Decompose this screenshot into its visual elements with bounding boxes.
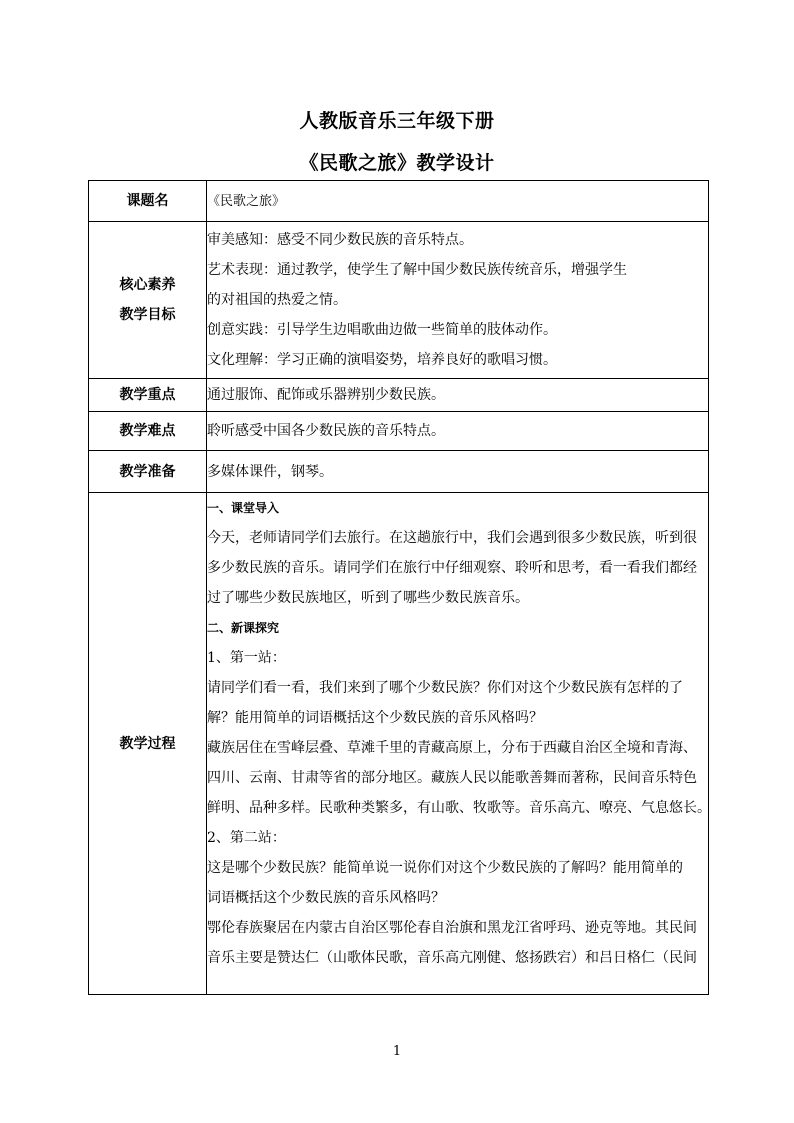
goals-line: 艺术表现：通过教学，使学生了解中国少数民族传统音乐，增强学生 — [207, 262, 627, 278]
paragraph-line: 词语概括这个少数民族的音乐风格吗？ — [207, 890, 445, 906]
table-row-process — [89, 493, 709, 995]
key-point-label: 教学重点 — [89, 379, 207, 412]
table-row-preparation — [89, 451, 709, 493]
section-heading: 二、新课探究 — [207, 621, 280, 635]
goals-content — [207, 222, 709, 379]
paragraph-line: 这是哪个少数民族？能简单说一说你们对这个少数民族的了解吗？能用简单的 — [207, 860, 683, 876]
topic-value — [207, 181, 709, 222]
process-content — [207, 493, 709, 995]
paragraph-line: 鲜明、品种多样。民歌种类繁多，有山歌、牧歌等。音乐高亢、嘹亮、气息悠长。 — [207, 800, 711, 816]
paragraph-line: 解？能用简单的词语概括这个少数民族的音乐风格吗？ — [207, 710, 543, 726]
goals-label-line1: 核心素养 — [119, 277, 176, 293]
stop-heading: 1、第一站： — [207, 650, 286, 666]
paragraph-line: 请同学们看一看，我们来到了哪个少数民族？你们对这个少数民族有怎样的了 — [207, 680, 683, 696]
goals-label — [89, 222, 207, 379]
topic-label: 课题名 — [89, 181, 207, 222]
paragraph-line: 鄂伦春族聚居在内蒙古自治区鄂伦春自治旗和黑龙江省呼玛、逊克等地。其民间 — [207, 920, 697, 936]
goals-line: 文化理解：学习正确的演唱姿势，培养良好的歌唱习惯。 — [207, 352, 557, 368]
stop-heading: 2、第二站： — [207, 830, 286, 846]
lesson-plan-table — [88, 180, 709, 995]
topic-text: 《民歌之旅》 — [207, 193, 286, 209]
paragraph-line: 多少数民族的音乐。请同学们在旅行中仔细观察、聆听和思考，看一看我们都经 — [207, 560, 697, 576]
page-number: 1 — [392, 1044, 402, 1059]
goals-label-line2: 教学目标 — [119, 307, 176, 323]
section-heading: 一、课堂导入 — [207, 501, 280, 515]
table-row-difficulty — [89, 412, 709, 451]
table-row-goals — [89, 222, 709, 379]
paragraph-line: 四川、云南、甘肃等省的部分地区。藏族人民以能歌善舞而著称，民间音乐特色 — [207, 770, 697, 786]
table-row-topic — [89, 181, 709, 222]
preparation-label: 教学准备 — [89, 451, 207, 493]
document-subtitle: 《民歌之旅》教学设计 — [299, 152, 495, 174]
paragraph-line: 藏族居住在雪峰层叠、草滩千里的青藏高原上，分布于西藏自治区全境和青海、 — [207, 740, 697, 756]
paragraph-line: 过了哪些少数民族地区，听到了哪些少数民族音乐。 — [207, 590, 529, 606]
difficulty-value: 聆听感受中国各少数民族的音乐特点。 — [207, 412, 709, 451]
process-label: 教学过程 — [89, 493, 207, 995]
goals-line: 创意实践：引导学生边唱歌曲边做一些简单的肢体动作。 — [207, 322, 557, 338]
goals-line: 审美感知：感受不同少数民族的音乐特点。 — [207, 232, 473, 248]
preparation-value: 多媒体课件，钢琴。 — [207, 451, 709, 493]
table-row-key-point — [89, 379, 709, 412]
difficulty-label: 教学难点 — [89, 412, 207, 451]
paragraph-line: 音乐主要是赞达仁（山歌体民歌，音乐高亢刚健、悠扬跌宕）和吕日格仁（民间 — [207, 950, 697, 966]
key-point-value: 通过服饰、配饰或乐器辨别少数民族。 — [207, 379, 709, 412]
document-title: 人教版音乐三年级下册 — [299, 110, 495, 132]
goals-line: 的对祖国的热爱之情。 — [207, 292, 347, 308]
paragraph-line: 今天，老师请同学们去旅行。在这趟旅行中，我们会遇到很多少数民族，听到很 — [207, 530, 697, 546]
